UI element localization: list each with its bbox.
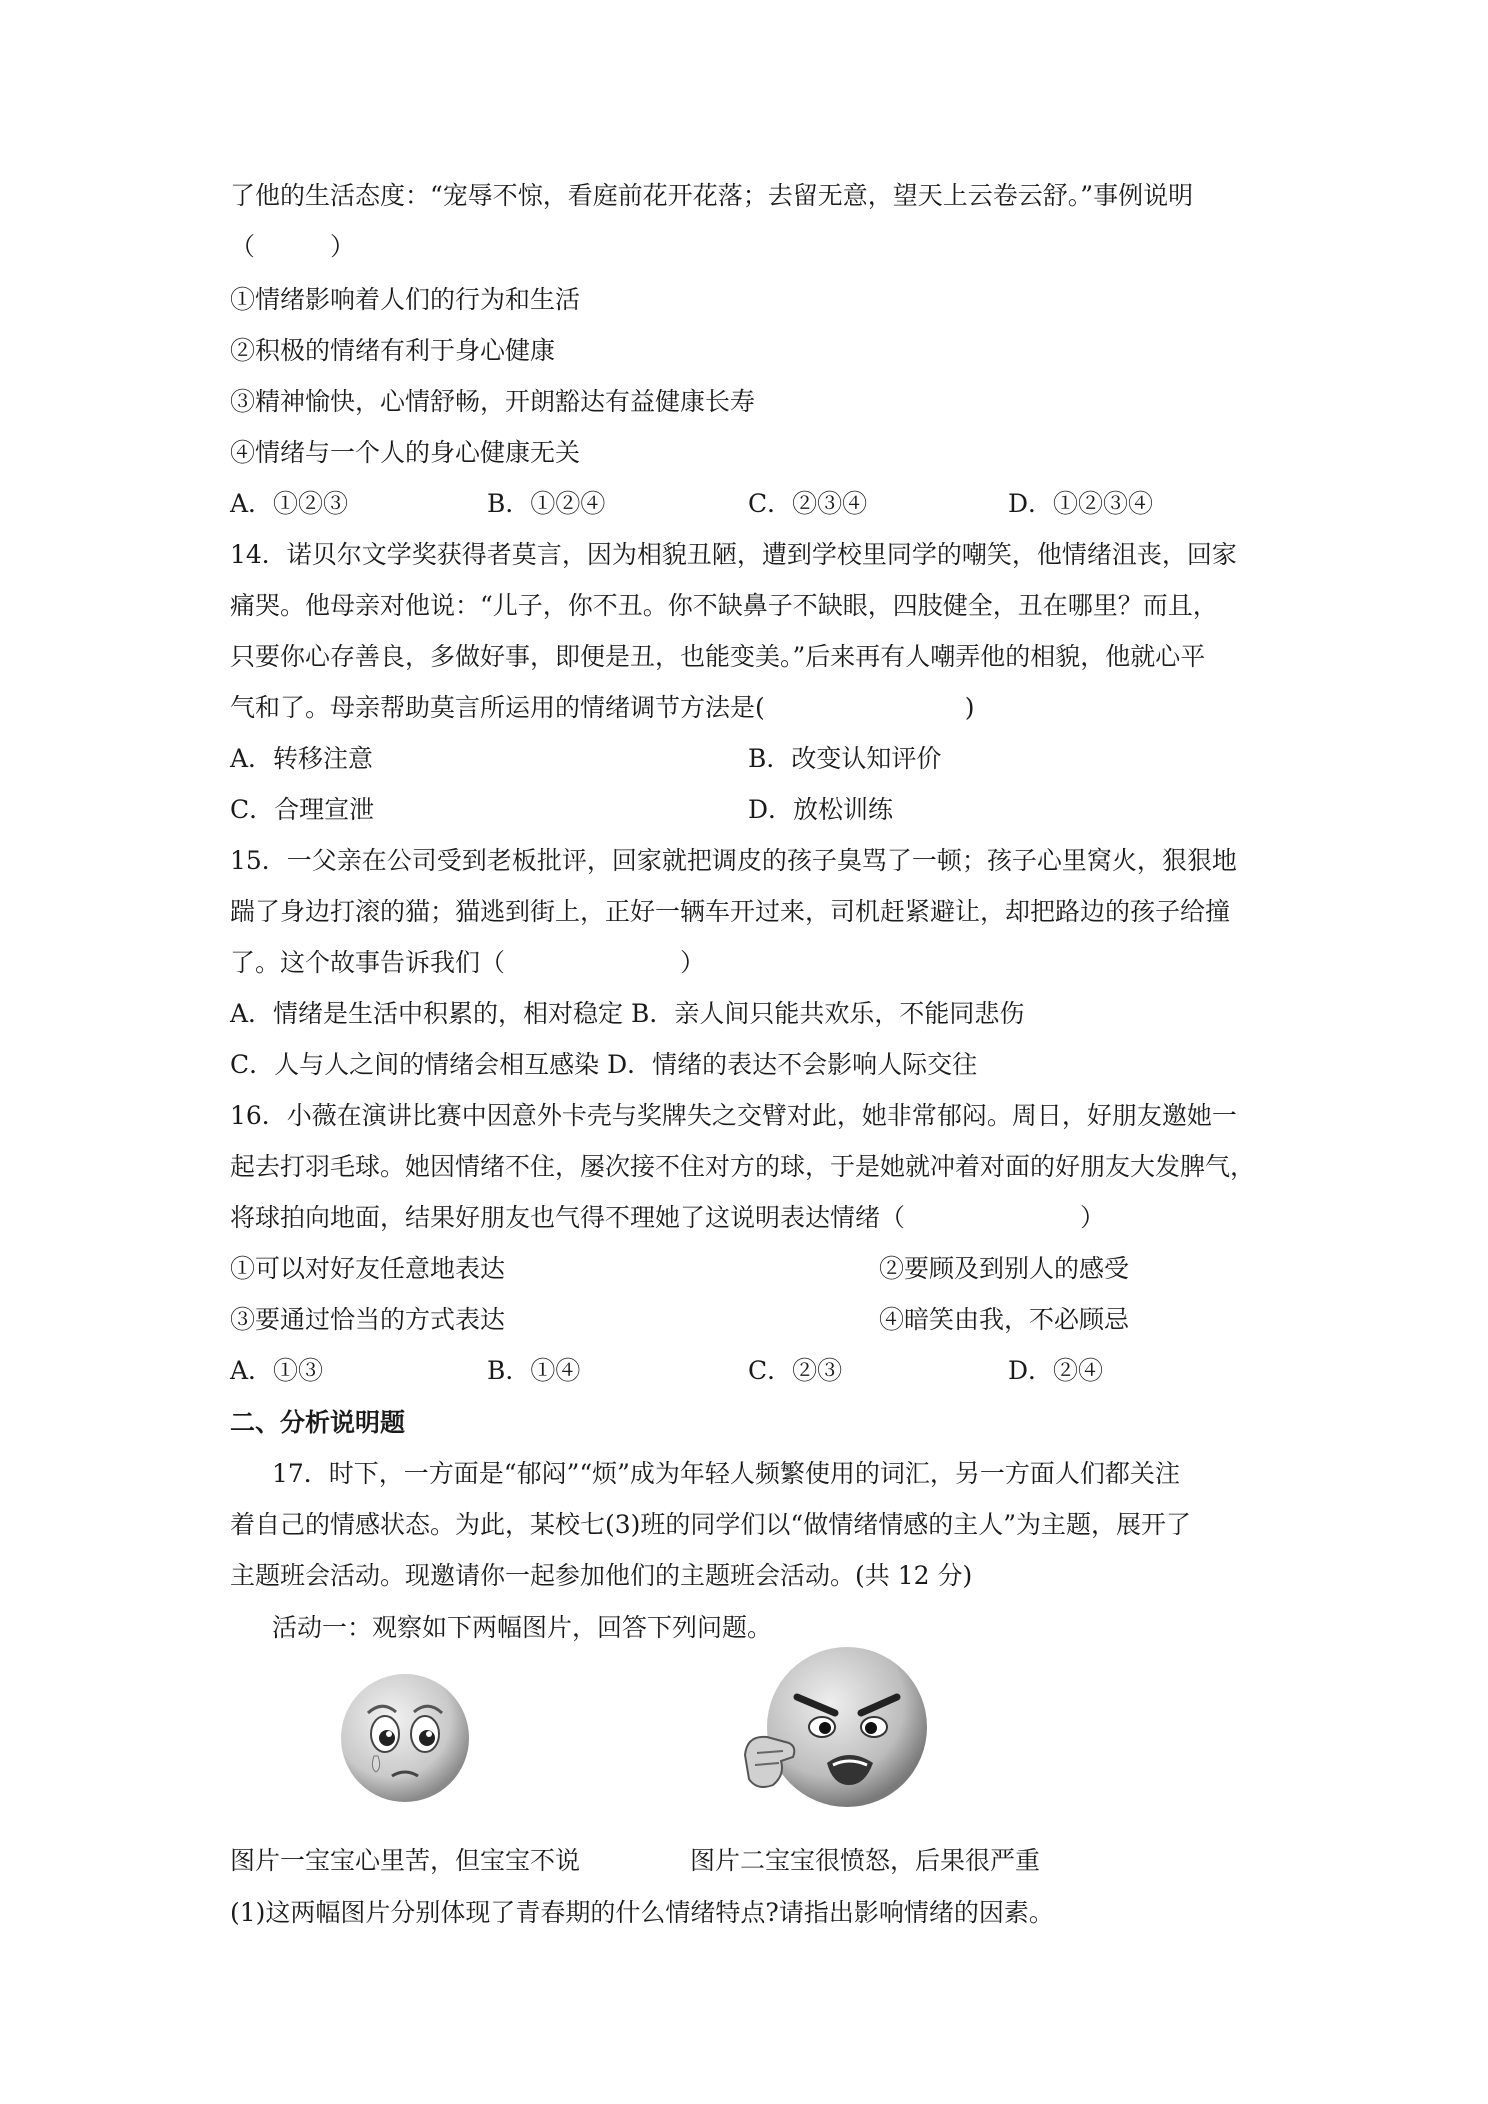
q16-option-b: B．①④	[487, 1356, 581, 1385]
q17-line-2: 着自己的情感状态。为此，某校七(3)班的同学们以“做情绪情感的主人”为主题，展开了	[230, 1510, 1191, 1539]
q13-option-a: A．①②③	[230, 489, 349, 518]
q13-statement-2: ②积极的情绪有利于身心健康	[230, 336, 556, 365]
q13-blank: （ ）	[230, 232, 356, 261]
q13-statement-4: ④情绪与一个人的身心健康无关	[230, 438, 581, 467]
q16-option-d: D．②④	[1008, 1356, 1104, 1385]
q15-options-cd: C．人与人之间的情绪会相互感染 D．情绪的表达不会影响人际交往	[230, 1050, 978, 1079]
q14-option-d: D．放松训练	[748, 795, 894, 824]
sad-face-image	[330, 1668, 480, 1808]
angry-face-image	[727, 1635, 937, 1820]
q16-statement-1: ①可以对好友任意地表达	[230, 1254, 506, 1283]
q13-option-c: C．②③④	[748, 489, 868, 518]
section-title: 二、分析说明题	[230, 1408, 406, 1437]
q14-line-2: 痛哭。他母亲对他说：“儿子，你不丑。你不缺鼻子不缺眼，四肢健全，丑在哪里？而且，	[230, 591, 1218, 620]
q16-statement-3: ③要通过恰当的方式表达	[230, 1305, 506, 1334]
q13-stem: 了他的生活态度：“宠辱不惊，看庭前花开花落；去留无意，望天上云卷云舒。”事例说明	[230, 181, 1194, 210]
q14-line-4: 气和了。母亲帮助莫言所运用的情绪调节方法是( )	[230, 693, 975, 722]
q17-line-3: 主题班会活动。现邀请你一起参加他们的主题班会活动。(共 12 分)	[230, 1561, 973, 1590]
q14-line-1: 14．诺贝尔文学奖获得者莫言，因为相貌丑陋，遭到学校里同学的嘲笑，他情绪沮丧，回家	[230, 540, 1237, 569]
q16-statement-2: ②要顾及到别人的感受	[879, 1254, 1130, 1283]
caption-picture-2: 图片二宝宝很愤怒，后果很严重	[690, 1846, 1041, 1875]
q14-option-a: A．转移注意	[230, 744, 374, 773]
activity-1: 活动一：观察如下两幅图片，回答下列问题。	[272, 1613, 773, 1642]
q15-line-2: 踹了身边打滚的猫；猫逃到街上，正好一辆车开过来，司机赶紧避让，却把路边的孩子给撞	[230, 897, 1231, 926]
q14-option-c: C．合理宣泄	[230, 795, 375, 824]
q15-options-ab: A．情绪是生活中积累的，相对稳定 B．亲人间只能共欢乐，不能同悲伤	[230, 999, 1025, 1028]
q14-option-b: B．改变认知评价	[748, 744, 942, 773]
q16-option-c: C．②③	[748, 1356, 843, 1385]
q13-option-d: D．①②③④	[1008, 489, 1154, 518]
question-1: (1)这两幅图片分别体现了青春期的什么情绪特点?请指出影响情绪的因素。	[230, 1898, 1054, 1927]
q16-line-2: 起去打羽毛球。她因情绪不住，屡次接不住对方的球，于是她就冲着对面的好朋友大发脾气，	[230, 1152, 1256, 1181]
q15-line-1: 15．一父亲在公司受到老板批评，回家就把调皮的孩子臭骂了一顿；孩子心里窝火，狠狠地	[230, 846, 1237, 875]
caption-picture-1: 图片一宝宝心里苦，但宝宝不说	[230, 1846, 581, 1875]
q16-statement-4: ④暗笑由我，不必顾忌	[879, 1305, 1130, 1334]
q16-line-1: 16．小薇在演讲比赛中因意外卡壳与奖牌失之交臂对此，她非常郁闷。周日，好朋友邀她一	[230, 1101, 1237, 1130]
q13-statement-1: ①情绪影响着人们的行为和生活	[230, 285, 581, 314]
q13-option-b: B．①②④	[487, 489, 606, 518]
q16-option-a: A．①③	[230, 1356, 324, 1385]
q16-line-3: 将球拍向地面，结果好朋友也气得不理她了这说明表达情绪（ ）	[230, 1203, 1106, 1232]
q13-statement-3: ③精神愉快，心情舒畅，开朗豁达有益健康长寿	[230, 387, 756, 416]
q15-line-3: 了。这个故事告诉我们（ ）	[230, 948, 706, 977]
q17-line-1: 17．时下，一方面是“郁闷”“烦”成为年轻人频繁使用的词汇，另一方面人们都关注	[272, 1459, 1180, 1488]
q14-line-3: 只要你心存善良，多做好事，即便是丑，也能变美。”后来再有人嘲弄他的相貌，他就心平	[230, 642, 1206, 671]
